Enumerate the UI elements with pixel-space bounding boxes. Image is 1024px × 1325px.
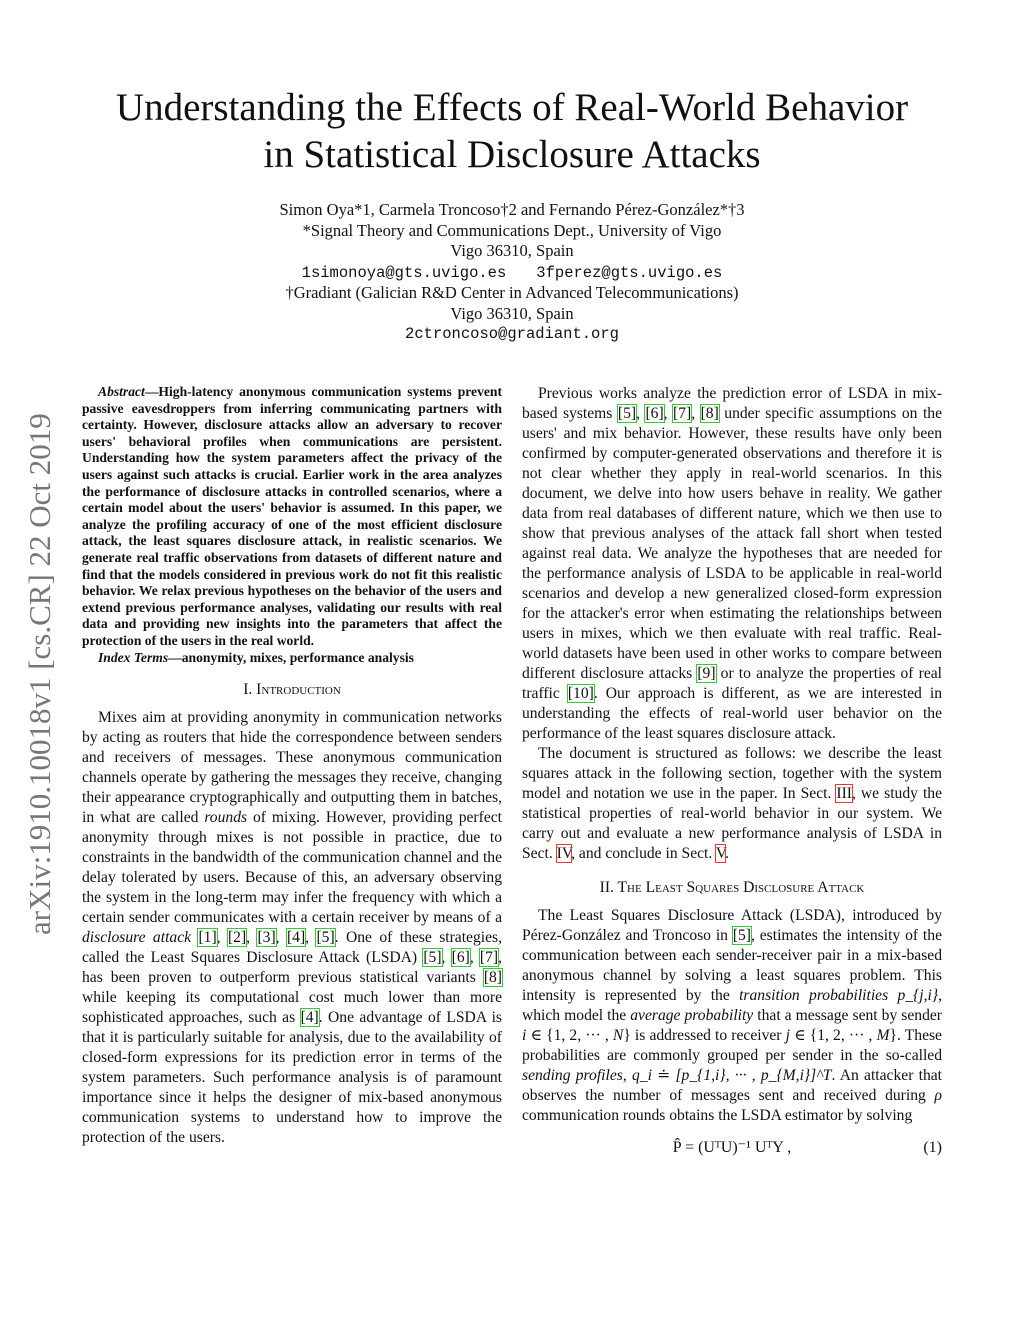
citation-link[interactable]: [8] [700,405,719,422]
text-run: Mixes aim at providing anonymity in communication networks by acting as routers that hide the correspondence between senders and receivers of messages. These anonymous communication channels operate by gathering the messages they receive, changing their appearance cryptographically and outputting them in batches, in what are called [82,709,502,827]
text-run: while keeping its computational cost much lower than more sophisticated approaches, such as [82,989,502,1027]
index-terms [82,650,502,667]
text-run: , [469,949,480,967]
right-column [522,384,942,1160]
citation-link[interactable]: [4] [300,1009,319,1027]
text-run: . [725,845,730,862]
section-heading [82,680,502,700]
text-run: transition probabilities [739,987,889,1004]
text-run: , which model the [522,987,942,1024]
email[interactable]: 1simonoya@gts.uvigo.es [301,263,507,282]
text-run: } is addressed to receiver [623,1027,786,1044]
email[interactable]: 2ctroncoso@gradiant.org [405,325,619,343]
text-run: }. These probabilities are commonly grouped per sender in the so-called [522,1027,942,1064]
text-run: , and conclude in Sect. [571,845,716,862]
text-run: that a message sent by sender [753,1007,942,1024]
text-run: II. The Least Squares Disclosure Attack [599,879,865,896]
text-run: . An attacker that observes the number of messages sent and received during [522,1067,943,1104]
equation-1 [522,1136,942,1160]
text-run: M [876,1027,890,1044]
citation-link[interactable]: [4] [286,929,306,947]
text-run: , [305,929,317,947]
citation-link[interactable]: [7] [673,405,692,422]
section-link[interactable]: V [715,845,726,862]
text-run: rounds [204,809,248,827]
text-run: , [691,405,701,422]
text-run: , has been proven to outperform previous statistical variants [82,949,503,987]
text-run: or to analyze the properties of real traffic [522,665,942,702]
address: Vigo 36310, Spain [450,241,574,260]
author-names: Simon Oya*1, Carmela Troncoso†2 and Fernando Pérez-González*†3 [279,200,745,219]
text-run: , [216,929,228,947]
citation-link[interactable]: [8] [483,969,502,987]
text-run: , [246,929,258,947]
citation-link[interactable]: [5] [617,405,637,422]
text-run: communication rounds obtains the LSDA estimator by solving [522,1107,913,1124]
text-run: —High-latency anonymous communication systems prevent passive eavesdroppers from inferring communicating partners with certainty. However, disclosure attacks allow an adversary to recover users' behavioral profiles when communications are persistent. Understanding how the system parameters affect the privacy of the users against such attacks is crucial. Earlier work in the area analyzes the performance of disclosure attacks in controlled scenarios, where a certain model about the users' behavior is assumed. In this paper, we analyze the profiling accuracy of one of the most efficient disclosure attack, the least squares disclosure attack, in realistic scenarios. We generate real traffic observations from datasets of different nature and find that the models considered in previous work do not fit this realistic behavior. We relax previous hypotheses on the behavior of the users and extend previous performance analyses, validating our results with real data and providing new insights into the parameters that affect the protection of the users in the real world. [82,384,502,648]
text-run: , estimates the intensity of the communication between each sender-receiver pair in a mix-based anonymous channel by solving a least squares problem. This intensity is represented by the [522,927,942,1004]
paragraph [82,708,502,1148]
section-heading [522,878,942,898]
text-run: , [622,1067,632,1084]
citation-link[interactable]: [3] [257,929,276,947]
text-run: . One advantage of LSDA is that it is particularly suitable for analysis, due to the availability of closed-form expressions for its prediction error in terms of the system parameters. Such performance analysis is of paramount importance since it helps the designer of mix-based anonymous communication systems to understand how to improve the protection of the users. [82,1009,502,1147]
text-run: I. Introduction [243,681,341,699]
affiliation: *Signal Theory and Communications Dept., University of Vigo [302,220,722,240]
text-run: q_i ≐ [p_{1,i}, ··· , p_{M,i}]^T [631,1067,832,1084]
title-line: Understanding the Effects of Real-World Behavior [115,86,909,129]
text-run: , we study the statistical properties of real-world behavior in our system. We carry out and evaluate a new performance analysis of LSDA in Sect. [522,785,942,862]
text-run: average probability [630,1007,754,1024]
title-line: in Statistical Disclosure Attacks [263,133,761,176]
equation-number: (1) [923,1139,942,1156]
text-run: j [785,1027,790,1044]
text-run: The document is structured as follows: we describe the least squares attack in the following section, together with the system model and notation we use in the paper. In Sect. [522,745,942,802]
text-run: sending profiles [522,1067,623,1084]
citation-link[interactable]: [7] [479,949,499,967]
text-run: , [663,405,674,422]
text-run: disclosure attack [82,929,192,947]
text-run: —anonymity, mixes, performance analysis [168,649,414,665]
paragraph [522,384,942,744]
paper-title [0,84,1024,178]
text-run: ∈ {1, 2, ··· , [789,1027,877,1044]
text-run: Previous works analyze the prediction error of LSDA in mix-based systems [522,385,942,422]
arxiv-stamp: arXiv:1910.10018v1 [cs.CR] 22 Oct 2019 [22,413,57,935]
citation-link[interactable]: [6] [451,949,470,967]
email[interactable]: 3fperez@gts.uvigo.es [536,263,723,282]
citation-link[interactable]: [9] [697,665,716,682]
text-run: The Least Squares Disclosure Attack (LSDA), introduced by Pérez-González and Troncoso in [522,907,942,944]
text-run: Index Terms [98,649,169,665]
citation-link[interactable]: [2] [227,929,247,947]
address: Vigo 36310, Spain [450,303,574,323]
section-link[interactable]: III [836,785,852,802]
citation-link[interactable]: [6] [645,405,664,422]
citation-link[interactable]: [10] [567,685,594,702]
left-column [82,384,502,1148]
text-run: of mixing. However, providing perfect anonymity through mixes is not possible in practice, due to constraints in the bandwidth of the communication channel and the delay tolerated by users. Because of this, an adversary observing the system in the long-term may infer the frequency with which a certain sender communicates with a certain receiver by means of a [82,809,502,927]
text-run: . One of these strategies, called the Least Squares Disclosure Attack (LSDA) [82,929,503,967]
equation: P̂ = (UᵀU)⁻¹ UᵀY , [672,1139,792,1156]
citation-link[interactable]: [5] [423,949,442,967]
citation-link[interactable]: [5] [316,929,335,947]
affiliation: †Gradiant (Galician R&D Center in Advanced Telecommunications) [285,283,739,302]
text-run: ∈ {1, 2, ··· , [526,1027,613,1044]
text-run: ρ [934,1087,942,1104]
abstract [82,384,502,650]
text-run: Abstract [98,384,145,399]
text-run: , [636,405,646,422]
text-run: N [612,1027,624,1044]
text-run: p_{j,i} [897,987,939,1004]
paragraph [522,744,942,864]
author-block [0,200,1024,345]
citation-link[interactable]: [1] [198,929,217,947]
text-run: i [522,1027,527,1044]
text-run: , [441,949,452,967]
section-link[interactable]: IV [556,845,572,862]
text-run: under specific assumptions on the users' and mix behavior. However, these results have only been confirmed by computer-generated observations and therefore it is not clear whether they apply in real-world scenarios. In this document, we delve into how users behave in reality. We gather data from real databases of different nature, which we then use to show that previous analyses of the attack fall short when tested against real data. We analyze the hypotheses that are needed for the performance analysis of LSDA to be applicable in real-world scenarios and develop a new generalized closed-form expression for the attacker's error when estimating the relationships between users in mixes, which we then evaluate with real traffic. Real-world datasets have been used in other works to compare between different disclosure attacks [522,405,942,682]
citation-link[interactable]: [5] [732,927,751,944]
text-run: . Our approach is different, as we are interested in understanding the effects of real-world user behavior on the performance of the least squares disclosure attack. [522,685,943,742]
text-run: , [275,929,287,947]
paragraph [522,906,942,1126]
